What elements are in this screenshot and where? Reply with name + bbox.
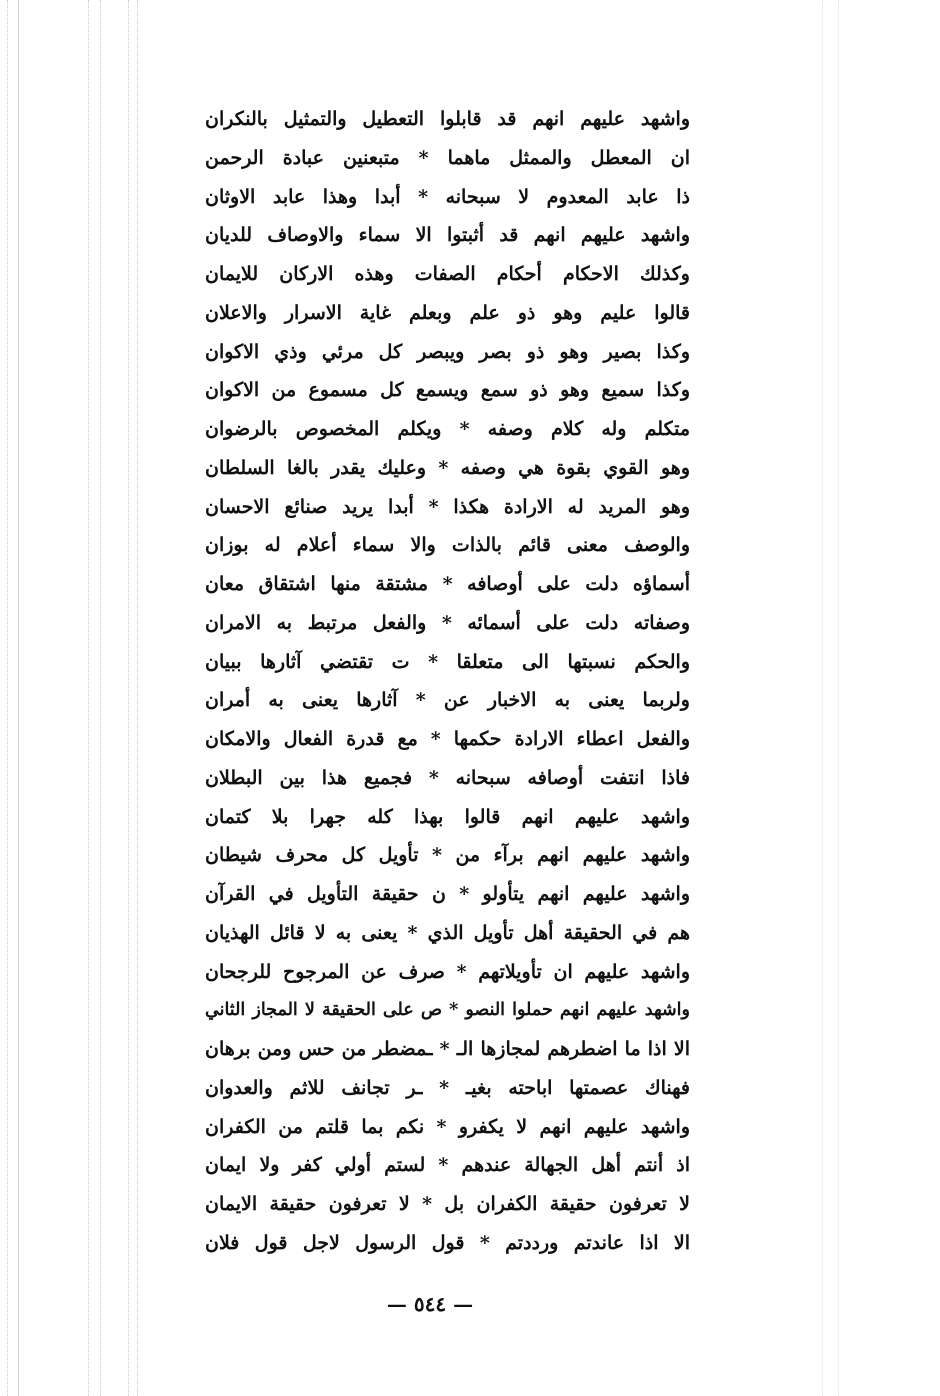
- verse-line: هم في الحقيقة أهل تأويل الذي * يعنى به لا قائل الهذيان: [205, 921, 690, 944]
- scan-guide-line: [100, 0, 101, 1396]
- verse-line: واشهد عليهم انهم لا يكفرو * نكم بما قلتم من الكفران: [205, 1115, 690, 1138]
- scan-guide-line: [7, 0, 8, 1396]
- scan-guide-line: [88, 0, 89, 1396]
- verse-line: ذا عابد المعدوم لا سبحانه * أبدا وهذا عابد الاوثان: [205, 185, 690, 208]
- verse-line: وكذا بصير وهو ذو بصر ويبصر كل مرئي وذي الاكوان: [205, 340, 690, 363]
- verse-line: واشهد عليهم انهم قالوا بهذا كله جهرا بلا كتمان: [205, 805, 690, 828]
- verse-line: وهو المريد له الارادة هكذا * أبدا يريد صنائع الاحسان: [205, 495, 690, 518]
- verse-line: واشهد عليهم انهم قد قابلوا التعطيل والتمثيل بالنكران: [205, 108, 690, 130]
- page-number: — ٥٤٤ —: [386, 1292, 474, 1316]
- verse-line: ولربما يعنى به الاخبار عن * آثارها يعنى به أمران: [205, 689, 690, 712]
- scan-guide-line: [18, 0, 19, 1396]
- scan-guide-line: [838, 0, 839, 1396]
- verse-line: والحكم نسبتها الى متعلقا * ت تقتضي آثارها ببيان: [205, 650, 690, 673]
- verse-line: وصفاته دلت على أسمائه * والفعل مرتبط به الامران: [205, 611, 690, 634]
- verse-line: واشهد عليهم انهم يتأولو * ن حقيقة التأويل في القرآن: [205, 883, 690, 905]
- verse-line: واشهد عليهم ان تأويلاتهم * صرف عن المرجوح للرجحان: [205, 960, 690, 983]
- verse-line: وهو القوي بقوة هي وصفه * وعليك يقدر بالغا السلطان: [205, 456, 690, 479]
- verse-line: لا تعرفون حقيقة الكفران بل * لا تعرفون حقيقة الايمان: [205, 1193, 690, 1215]
- verse-line: والوصف معنى قائم بالذات والا سماء أعلام له بوزان: [205, 534, 690, 557]
- verse-line: أسماؤه دلت على أوصافه * مشتقة منها اشتقاق معان: [205, 573, 690, 595]
- scan-guide-line: [128, 0, 129, 1396]
- verse-line: والفعل اعطاء الارادة حكمها * مع قدرة الفعال والامكان: [205, 728, 690, 750]
- verse-line: ان المعطل والممثل ماهما * متبعنين عبادة الرحمن: [205, 146, 690, 169]
- verse-line: واشهد عليهم انهم حملوا النصو * ص على الحقيقة لا المجاز الثاني: [205, 1000, 690, 1021]
- verse-line: وكذلك الاحكام أحكام الصفات وهذه الاركان للايمان: [205, 263, 690, 285]
- verse-line: فاذا انتفت أوصافه سبحانه * فجميع هذا بين البطلان: [205, 766, 690, 789]
- scan-guide-line: [137, 0, 138, 1396]
- verse-line: اذ أنتم أهل الجهالة عندهم * لستم أولي كفر ولا ايمان: [205, 1154, 690, 1177]
- verse-line: قالوا عليم وهو ذو علم وبعلم غاية الاسرار والاعلان: [205, 301, 690, 324]
- scan-guide-line: [822, 0, 823, 1396]
- verse-line: واشهد عليهم انهم برآء من * تأويل كل محرف شيطان: [205, 844, 690, 867]
- verse-line: واشهد عليهم انهم قد أثبتوا الا سماء والاوصاف للديان: [205, 224, 690, 247]
- verse-line: الا اذا عاندتم ورددتم * قول الرسول لاجل قول فلان: [205, 1231, 690, 1254]
- verse-line: الا اذا ما اضطرهم لمجازها الـ * ـمضطر من حس ومن برهان: [205, 1038, 690, 1060]
- verse-line: متكلم وله كلام وصفه * ويكلم المخصوص بالرضوان: [205, 418, 690, 440]
- verse-line: وكذا سميع وهو ذو سمع ويسمع كل مسموع من الاكوان: [205, 379, 690, 402]
- verse-line: فهناك عصمتها اباحته بغيـ * ـر تجانف للاثم والعدوان: [205, 1076, 690, 1099]
- poem-verses: [205, 100, 690, 1263]
